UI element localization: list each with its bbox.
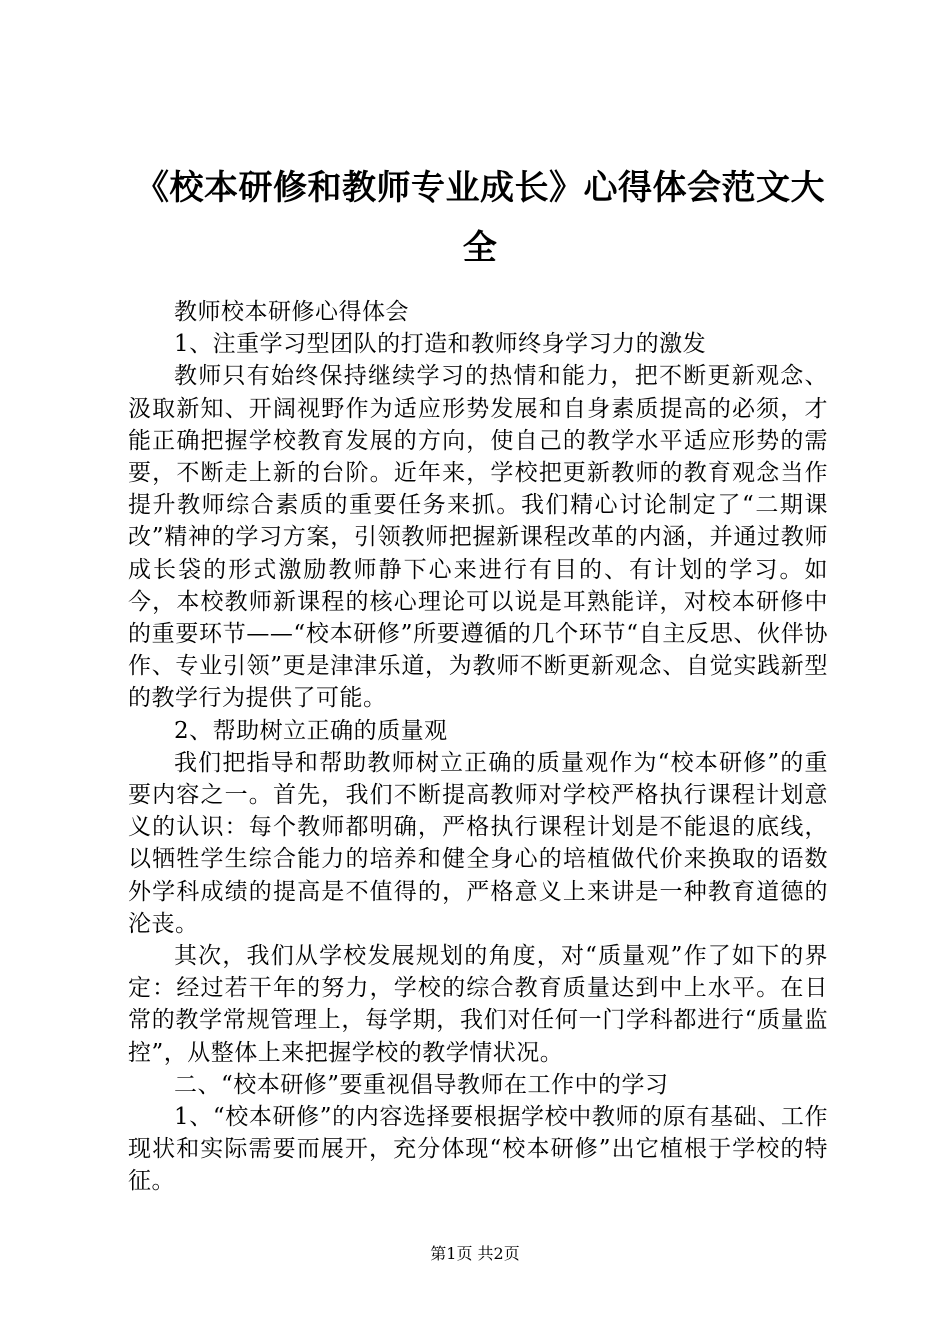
paragraph: 1、注重学习型团队的打造和教师终身学习力的激发 <box>174 331 707 358</box>
page-footer: 第1页 共2页 <box>430 1244 520 1263</box>
paragraph: 二、“校本研修”要重视倡导教师在工作中的学习 <box>174 1071 669 1098</box>
document-body <box>128 296 828 1198</box>
paragraph: 2、帮助树立正确的质量观 <box>174 717 448 744</box>
document-title: 《校本研修和教师专业成长》心得体会范文大全 <box>135 168 825 268</box>
paragraph: 其次，我们从学校发展规划的角度，对“质量观”作了如下的界定：经过若干年的努力，学校的综合教育质量达到中上水平。在日常的教学常规管理上，每学期，我们对任何一门学科都进行“质量监控”，从整体上来把握学校的教学情状况。 <box>128 943 828 1066</box>
paragraph: 教师校本研修心得体会 <box>174 299 409 325</box>
paragraph: 我们把指导和帮助教师树立正确的质量观作为“校本研修”的重要内容之一。首先，我们不断提高教师对学校严格执行课程计划意义的认识：每个教师都明确，严格执行课程计划是不能退的底线，以牺牲学生综合能力的培养和健全身心的培植做代价来换取的语数外学科成绩的提高是不值得的，严格意义上来讲是一种教育道德的沦丧。 <box>128 749 828 937</box>
paragraph: 教师只有始终保持继续学习的热情和能力，把不断更新观念、汲取新知、开阔视野作为适应形势发展和自身素质提高的必须，才能正确把握学校教育发展的方向，使自己的教学水平适应形势的需要，不断走上新的台阶。近年来，学校把更新教师的教育观念当作提升教师综合素质的重要任务来抓。我们精心讨论制定了“二期课改”精神的学习方案，引领教师把握新课程改革的内涵，并通过教师成长袋的形式激励教师静下心来进行有目的、有计划的学习。如今，本校教师新课程的核心理论可以说是耳熟能详，对校本研修中的重要环节——“校本研修”所要遵循的几个环节“自主反思、伙伴协作、专业引领”更是津津乐道，为教师不断更新观念、自觉实践新型的教学行为提供了可能。 <box>128 363 828 712</box>
paragraph: 1、“校本研修”的内容选择要根据学校中教师的原有基础、工作现状和实际需要而展开，充分体现“校本研修”出它植根于学校的特征。 <box>128 1104 828 1195</box>
